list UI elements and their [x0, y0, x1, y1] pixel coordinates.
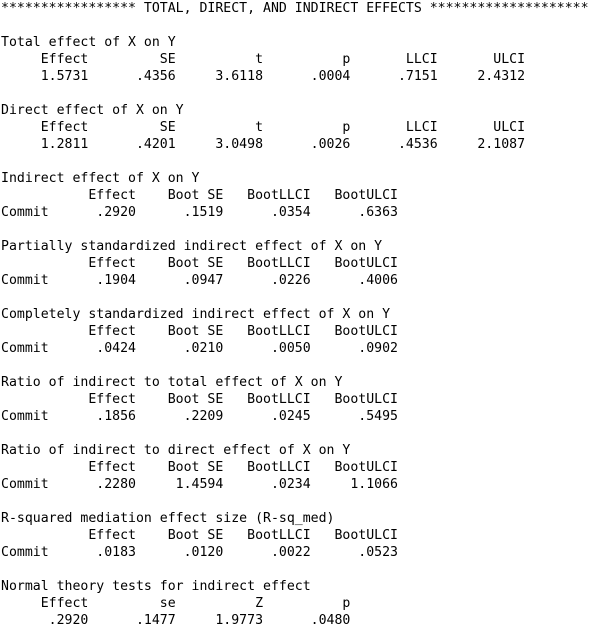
- table-row: Commit .1856 .2209 .0245 .5495: [1, 409, 398, 424]
- section-title-ratio-total: Ratio of indirect to total effect of X on Y: [1, 375, 343, 390]
- blank-line: [1, 221, 589, 238]
- section-title-completely-standardized: Completely standardized indirect effect of X on Y: [1, 307, 391, 322]
- blank-line: [1, 85, 589, 102]
- table-row: Commit .1904 .0947 .0226 .4006: [1, 273, 398, 288]
- blank-line: [1, 17, 589, 34]
- table-row: 1.2811 .4201 3.0498 .0026 .4536 2.1087: [1, 137, 526, 152]
- section-title-direct-effect: Direct effect of X on Y: [1, 103, 184, 118]
- section-title-r-squared: R-squared mediation effect size (R-sq_med): [1, 511, 335, 526]
- table-row: 1.5731 .4356 3.6118 .0004 .7151 2.4312: [1, 69, 526, 84]
- blank-line: [1, 425, 589, 442]
- section-title-ratio-direct: Ratio of indirect to direct effect of X on Y: [1, 443, 351, 458]
- blank-line: [1, 357, 589, 374]
- blank-line: [1, 493, 589, 510]
- table-header: Effect Boot SE BootLLCI BootULCI: [1, 392, 398, 407]
- table-row: Commit .2280 1.4594 .0234 1.1066: [1, 477, 398, 492]
- table-header: Effect Boot SE BootLLCI BootULCI: [1, 324, 398, 339]
- section-title-total-effect: Total effect of X on Y: [1, 35, 176, 50]
- section-title-indirect-effect: Indirect effect of X on Y: [1, 171, 200, 186]
- table-header: Effect SE t p LLCI ULCI: [1, 52, 526, 67]
- blank-line: [1, 561, 589, 578]
- table-header: Effect Boot SE BootLLCI BootULCI: [1, 528, 398, 543]
- statistical-output: [1, 0, 589, 629]
- table-row: .2920 .1477 1.9773 .0480: [1, 613, 351, 628]
- section-title-normal-theory: Normal theory tests for indirect effect: [1, 579, 311, 594]
- section-title-partially-standardized: Partially standardized indirect effect of X on Y: [1, 239, 383, 254]
- table-header: Effect se Z p: [1, 596, 351, 611]
- table-header: Effect Boot SE BootLLCI BootULCI: [1, 188, 398, 203]
- blank-line: [1, 289, 589, 306]
- blank-line: [1, 153, 589, 170]
- table-row: Commit .2920 .1519 .0354 .6363: [1, 205, 398, 220]
- section-banner: ***************** TOTAL, DIRECT, AND INDIRECT EFFECTS ********************: [1, 1, 589, 16]
- table-row: Commit .0424 .0210 .0050 .0902: [1, 341, 398, 356]
- table-row: Commit .0183 .0120 .0022 .0523: [1, 545, 398, 560]
- table-header: Effect SE t p LLCI ULCI: [1, 120, 526, 135]
- table-header: Effect Boot SE BootLLCI BootULCI: [1, 256, 398, 271]
- table-header: Effect Boot SE BootLLCI BootULCI: [1, 460, 398, 475]
